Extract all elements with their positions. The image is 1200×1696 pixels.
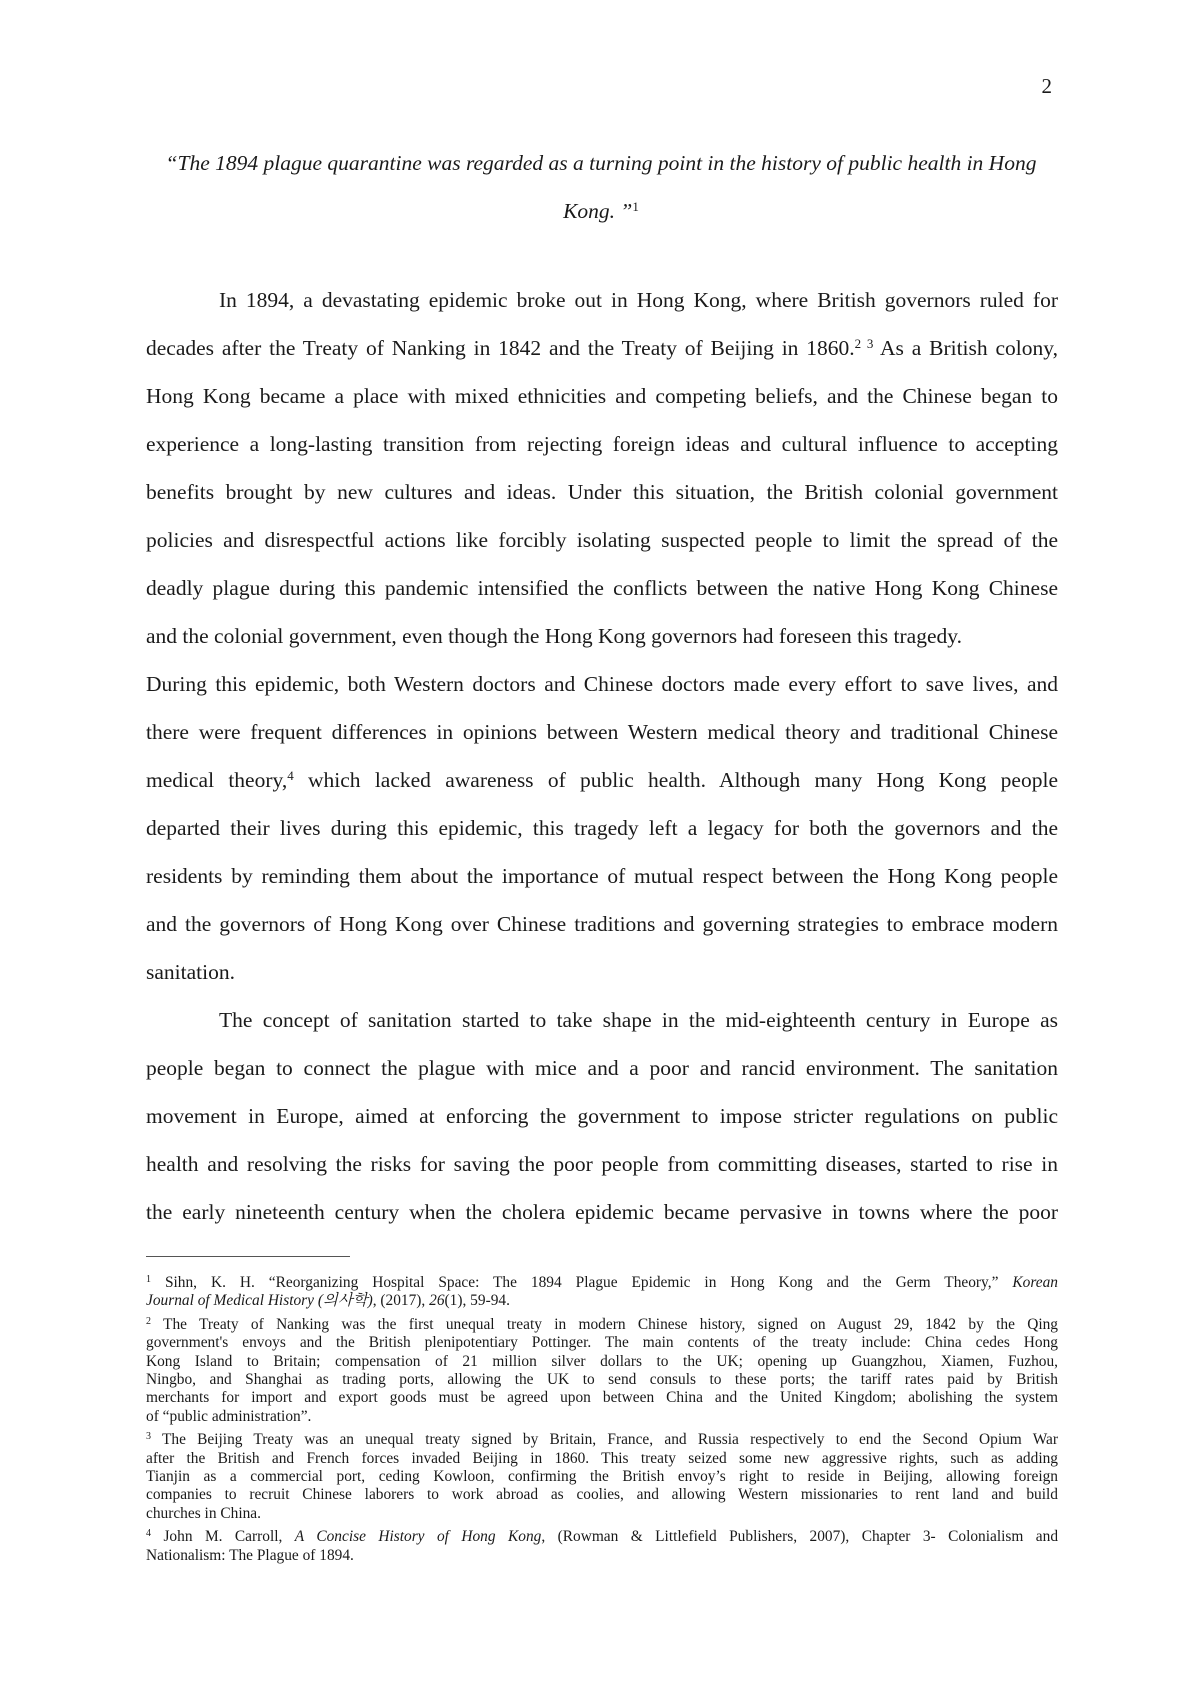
footnote-line: companies to recruit Chinese laborers to work abroad as coolies, and allowing Western missionaries to rent land and build — [146, 1486, 1058, 1504]
footnote-line: Journal of Medical History (의사학), (2017), 26(1), 59-94. — [146, 1292, 510, 1310]
footnote-number: 2 — [146, 1315, 151, 1327]
text-line: and the colonial government, even though the Hong Kong governors had foreseen this tragedy. — [146, 624, 962, 648]
footnote-line: $^3$ The Beijing Treaty was an unequal treaty signed by Britain, France, and Russia respectively to end the Second Opium War — [146, 1431, 1058, 1449]
text-line: In 1894, a devastating epidemic broke out in Hong Kong, where British governors ruled for — [219, 288, 1058, 312]
text-line: sanitation. — [146, 960, 235, 984]
footnote-line: $^1$ Sihn, K. H. “Reorganizing Hospital Space: The 1894 Plague Epidemic in Hong Kong and the Germ Theory,” Korean — [146, 1274, 1058, 1291]
paragraph — [146, 996, 1058, 1236]
footnote-ref[interactable]: 4 — [287, 768, 294, 783]
text-line: medical theory,$^4$ which lacked awareness of public health. Although many Hong Kong people — [146, 768, 1058, 792]
text-line: The concept of sanitation started to take shape in the mid-eighteenth century in Europe as — [219, 1008, 1058, 1032]
text-line: Hong Kong became a place with mixed ethnicities and competing beliefs, and the Chinese began to — [146, 384, 1058, 408]
footnote-3 — [146, 1431, 1058, 1523]
text-line: people began to connect the plague with mice and a poor and rancid environment. The sanitation — [146, 1056, 1058, 1080]
text-line: policies and disrespectful actions like forcibly isolating suspected people to limit the spread of the — [146, 528, 1058, 552]
text-line: the early nineteenth century when the cholera epidemic became pervasive in towns where the poor — [146, 1200, 1058, 1224]
text-line: deadly plague during this pandemic intensified the conflicts between the native Hong Kong Chinese — [146, 576, 1058, 600]
footnotes — [146, 1274, 1058, 1570]
text-line: departed their lives during this epidemic, this tragedy left a legacy for both the governors and the — [146, 816, 1058, 840]
footnote-line: government's envoys and the British plenipotentiary Pottinger. The main contents of the treaty include: China cedes Hong — [146, 1334, 1058, 1352]
footnote-1 — [146, 1274, 1058, 1311]
epigraph-quote — [146, 139, 1056, 235]
footnote-line: Kong Island to Britain; compensation of 21 million silver dollars to the UK; opening up Guangzhou, Xiamen, Fuzhou, — [146, 1352, 1058, 1370]
footnote-ref[interactable]: 2 3 — [854, 336, 874, 351]
footnote-line: churches in China. — [146, 1504, 261, 1522]
text-line: decades after the Treaty of Nanking in 1842 and the Treaty of Beijing in 1860.$^{2 3}$ As a British colony, — [146, 336, 1058, 360]
footnote-number: 3 — [146, 1431, 151, 1443]
text-line: During this epidemic, both Western doctors and Chinese doctors made every effort to save lives, and — [146, 672, 1058, 696]
text-line: health and resolving the risks for saving the poor people from committing diseases, started to rise in — [146, 1152, 1058, 1176]
footnote-line: Ningbo, and Shanghai as trading ports, allowing the UK to send consuls to these ports; the tariff rates paid by British — [146, 1371, 1058, 1389]
footnote-line: of “public administration”. — [146, 1407, 312, 1425]
footnote-2 — [146, 1316, 1058, 1426]
footnote-number: 1 — [146, 1274, 151, 1285]
text-line: benefits brought by new cultures and ideas. Under this situation, the British colonial government — [146, 480, 1058, 504]
footnote-line: Nationalism: The Plague of 1894. — [146, 1546, 354, 1564]
footnote-line: $^2$ The Treaty of Nanking was the first unequal treaty in modern Chinese history, signed on August 29, 1842 by the Qing — [146, 1315, 1058, 1333]
text-line: experience a long-lasting transition from rejecting foreign ideas and cultural influence to accepting — [146, 432, 1058, 456]
footnote-line: after the British and French forces invaded Beijing in 1860. This treaty seized some new aggressive rights, such as adding — [146, 1449, 1058, 1467]
epigraph-line-2: Kong. ”$^1$ — [563, 199, 639, 223]
footnote-line: merchants for import and export goods must be agreed upon between China and the United Kingdom; abolishing the system — [146, 1389, 1058, 1407]
footnote-4 — [146, 1528, 1058, 1565]
text-line: and the governors of Hong Kong over Chinese traditions and governing strategies to embrace modern — [146, 912, 1058, 936]
text-line: there were frequent differences in opinions between Western medical theory and traditional Chinese — [146, 720, 1058, 744]
text-line: movement in Europe, aimed at enforcing the government to impose stricter regulations on public — [146, 1104, 1058, 1128]
text-line: residents by reminding them about the importance of mutual respect between the Hong Kong people — [146, 864, 1058, 888]
footnote-separator — [146, 1256, 350, 1257]
footnote-line: $^4$ John M. Carroll, A Concise History of Hong Kong, (Rowman & Littlefield Publishers, 2007), Chapter 3- Colonialism and — [146, 1528, 1059, 1546]
paragraph — [146, 276, 1058, 996]
epigraph-line-1: “The 1894 plague quarantine was regarded as a turning point in the history of public health in Hong — [165, 151, 1037, 175]
footnote-line: Tianjin as a commercial port, ceding Kowloon, confirming the British envoy’s right to reside in Beijing, allowing foreign — [146, 1468, 1058, 1486]
footnote-number: 4 — [146, 1528, 151, 1540]
body-text — [146, 276, 1058, 1236]
page-number: 2 — [1041, 74, 1052, 98]
footnote-ref[interactable]: 1 — [632, 199, 639, 214]
